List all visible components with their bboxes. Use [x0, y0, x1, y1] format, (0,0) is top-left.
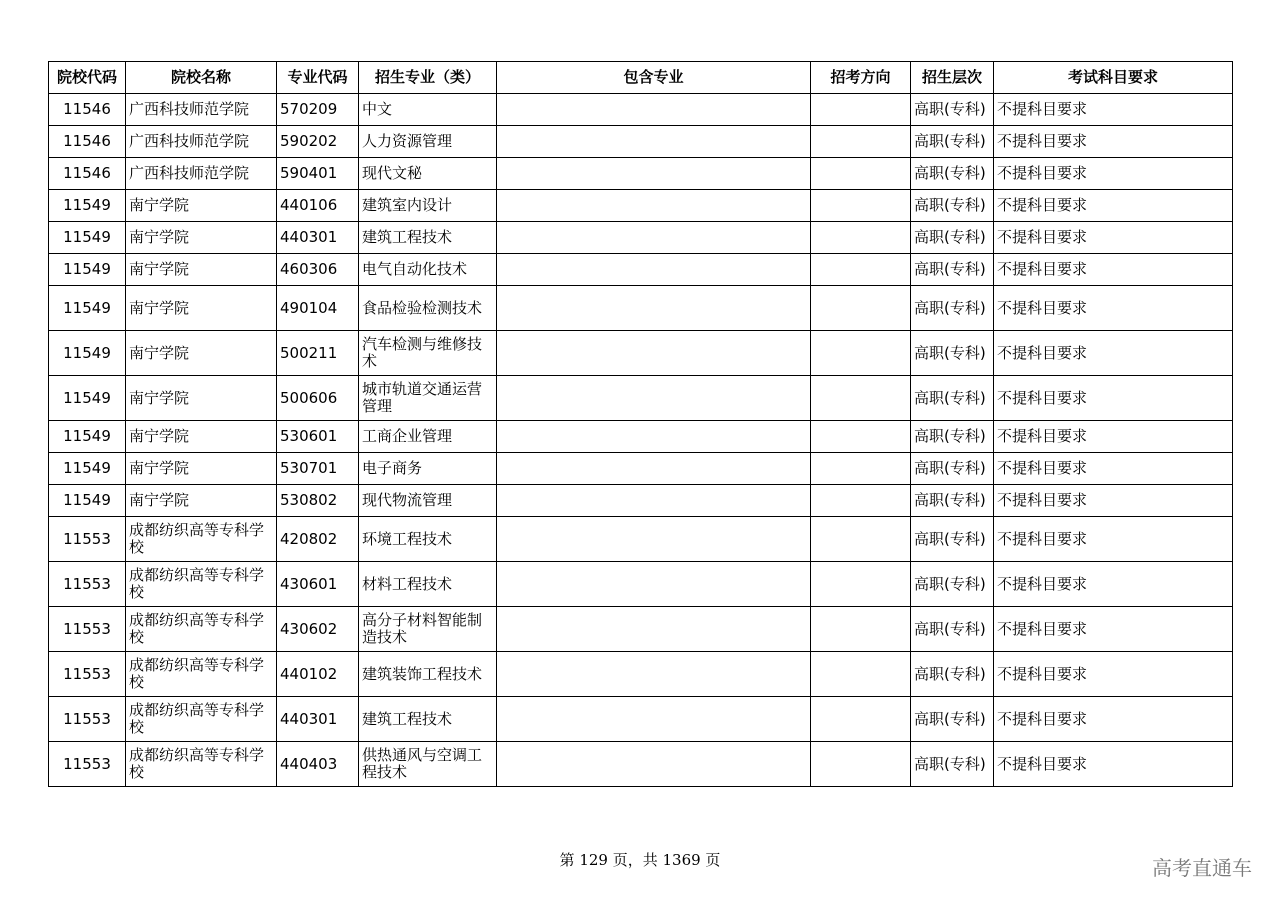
cell-subject-requirement: 不提科目要求: [994, 607, 1233, 652]
cell-level: 高职(专科): [911, 697, 994, 742]
cell-direction: [811, 158, 911, 190]
cell-major-code: 570209: [277, 94, 359, 126]
cell-school-code: 11549: [49, 286, 126, 331]
cell-major-code: 590401: [277, 158, 359, 190]
cell-direction: [811, 485, 911, 517]
cell-level: 高职(专科): [911, 376, 994, 421]
table-row: [49, 485, 1233, 517]
table-row: [49, 562, 1233, 607]
cell-school-name: 成都纺织高等专科学校: [126, 652, 277, 697]
cell-subject-requirement: 不提科目要求: [994, 254, 1233, 286]
cell-school-code: 11549: [49, 222, 126, 254]
cell-subject-requirement: 不提科目要求: [994, 742, 1233, 787]
table-row: [49, 190, 1233, 222]
cell-major: 电子商务: [359, 453, 497, 485]
cell-included-majors: [497, 562, 811, 607]
cell-school-code: 11546: [49, 158, 126, 190]
cell-major: 建筑工程技术: [359, 697, 497, 742]
table-row: [49, 331, 1233, 376]
cell-level: 高职(专科): [911, 254, 994, 286]
cell-school-code: 11546: [49, 126, 126, 158]
cell-direction: [811, 562, 911, 607]
cell-major: 材料工程技术: [359, 562, 497, 607]
cell-included-majors: [497, 190, 811, 222]
table-row: [49, 94, 1233, 126]
table-row: [49, 652, 1233, 697]
cell-subject-requirement: 不提科目要求: [994, 286, 1233, 331]
cell-level: 高职(专科): [911, 652, 994, 697]
cell-major: 建筑工程技术: [359, 222, 497, 254]
cell-level: 高职(专科): [911, 94, 994, 126]
header-major: 招生专业（类）: [359, 62, 497, 94]
table-row: [49, 607, 1233, 652]
cell-direction: [811, 607, 911, 652]
cell-school-code: 11553: [49, 742, 126, 787]
cell-subject-requirement: 不提科目要求: [994, 376, 1233, 421]
table-row: [49, 126, 1233, 158]
cell-subject-requirement: 不提科目要求: [994, 222, 1233, 254]
cell-included-majors: [497, 421, 811, 453]
cell-major: 现代文秘: [359, 158, 497, 190]
cell-subject-requirement: 不提科目要求: [994, 562, 1233, 607]
cell-school-name: 广西科技师范学院: [126, 94, 277, 126]
cell-direction: [811, 652, 911, 697]
cell-included-majors: [497, 94, 811, 126]
cell-major: 食品检验检测技术: [359, 286, 497, 331]
cell-subject-requirement: 不提科目要求: [994, 652, 1233, 697]
cell-school-code: 11549: [49, 485, 126, 517]
cell-school-code: 11549: [49, 421, 126, 453]
cell-subject-requirement: 不提科目要求: [994, 517, 1233, 562]
cell-included-majors: [497, 158, 811, 190]
cell-major-code: 530601: [277, 421, 359, 453]
cell-school-name: 广西科技师范学院: [126, 126, 277, 158]
cell-included-majors: [497, 517, 811, 562]
cell-school-name: 南宁学院: [126, 190, 277, 222]
cell-included-majors: [497, 222, 811, 254]
cell-direction: [811, 697, 911, 742]
cell-level: 高职(专科): [911, 158, 994, 190]
cell-school-name: 成都纺织高等专科学校: [126, 697, 277, 742]
cell-school-name: 南宁学院: [126, 453, 277, 485]
cell-school-name: 南宁学院: [126, 485, 277, 517]
cell-major-code: 440301: [277, 697, 359, 742]
cell-major: 城市轨道交通运营管理: [359, 376, 497, 421]
cell-school-name: 南宁学院: [126, 331, 277, 376]
cell-subject-requirement: 不提科目要求: [994, 485, 1233, 517]
cell-major-code: 430602: [277, 607, 359, 652]
cell-major-code: 490104: [277, 286, 359, 331]
watermark-logo: 高考直通车: [1152, 856, 1252, 880]
cell-level: 高职(专科): [911, 562, 994, 607]
admissions-table: [48, 61, 1233, 787]
cell-direction: [811, 222, 911, 254]
cell-direction: [811, 286, 911, 331]
cell-major-code: 500606: [277, 376, 359, 421]
cell-school-name: 南宁学院: [126, 421, 277, 453]
cell-included-majors: [497, 286, 811, 331]
header-school-name: 院校名称: [126, 62, 277, 94]
cell-major: 环境工程技术: [359, 517, 497, 562]
cell-direction: [811, 331, 911, 376]
cell-school-name: 南宁学院: [126, 222, 277, 254]
cell-direction: [811, 254, 911, 286]
cell-major: 建筑室内设计: [359, 190, 497, 222]
cell-school-name: 广西科技师范学院: [126, 158, 277, 190]
cell-major: 建筑装饰工程技术: [359, 652, 497, 697]
cell-subject-requirement: 不提科目要求: [994, 421, 1233, 453]
table-row: [49, 742, 1233, 787]
cell-school-code: 11553: [49, 652, 126, 697]
cell-school-code: 11549: [49, 254, 126, 286]
cell-included-majors: [497, 376, 811, 421]
cell-included-majors: [497, 126, 811, 158]
cell-direction: [811, 190, 911, 222]
cell-subject-requirement: 不提科目要求: [994, 126, 1233, 158]
cell-level: 高职(专科): [911, 222, 994, 254]
header-school-code: 院校代码: [49, 62, 126, 94]
table-row: [49, 453, 1233, 485]
cell-level: 高职(专科): [911, 190, 994, 222]
cell-major: 高分子材料智能制造技术: [359, 607, 497, 652]
cell-direction: [811, 517, 911, 562]
cell-subject-requirement: 不提科目要求: [994, 697, 1233, 742]
cell-major: 现代物流管理: [359, 485, 497, 517]
cell-school-code: 11553: [49, 697, 126, 742]
cell-direction: [811, 742, 911, 787]
table-row: [49, 376, 1233, 421]
cell-subject-requirement: 不提科目要求: [994, 190, 1233, 222]
cell-included-majors: [497, 254, 811, 286]
table-row: [49, 222, 1233, 254]
table-row: [49, 286, 1233, 331]
cell-included-majors: [497, 742, 811, 787]
cell-included-majors: [497, 453, 811, 485]
cell-subject-requirement: 不提科目要求: [994, 331, 1233, 376]
cell-school-code: 11553: [49, 517, 126, 562]
cell-level: 高职(专科): [911, 453, 994, 485]
cell-major-code: 530701: [277, 453, 359, 485]
cell-school-code: 11549: [49, 376, 126, 421]
cell-major-code: 590202: [277, 126, 359, 158]
cell-school-code: 11549: [49, 190, 126, 222]
cell-major-code: 530802: [277, 485, 359, 517]
cell-direction: [811, 453, 911, 485]
cell-major-code: 420802: [277, 517, 359, 562]
cell-school-code: 11553: [49, 607, 126, 652]
cell-school-name: 南宁学院: [126, 254, 277, 286]
cell-major-code: 430601: [277, 562, 359, 607]
cell-level: 高职(专科): [911, 331, 994, 376]
cell-level: 高职(专科): [911, 286, 994, 331]
cell-included-majors: [497, 697, 811, 742]
table-row: [49, 517, 1233, 562]
cell-major-code: 440403: [277, 742, 359, 787]
header-included-majors: 包含专业: [497, 62, 811, 94]
table-row: [49, 254, 1233, 286]
cell-school-name: 南宁学院: [126, 286, 277, 331]
cell-major-code: 460306: [277, 254, 359, 286]
header-level: 招生层次: [911, 62, 994, 94]
cell-school-code: 11549: [49, 331, 126, 376]
cell-school-code: 11553: [49, 562, 126, 607]
cell-school-name: 成都纺织高等专科学校: [126, 562, 277, 607]
cell-major: 人力资源管理: [359, 126, 497, 158]
cell-included-majors: [497, 331, 811, 376]
cell-direction: [811, 421, 911, 453]
cell-major-code: 440102: [277, 652, 359, 697]
cell-major: 电气自动化技术: [359, 254, 497, 286]
cell-school-name: 成都纺织高等专科学校: [126, 742, 277, 787]
table-row: [49, 158, 1233, 190]
table-body: [49, 94, 1233, 787]
cell-level: 高职(专科): [911, 485, 994, 517]
cell-major: 工商企业管理: [359, 421, 497, 453]
cell-level: 高职(专科): [911, 517, 994, 562]
cell-subject-requirement: 不提科目要求: [994, 453, 1233, 485]
cell-subject-requirement: 不提科目要求: [994, 94, 1233, 126]
cell-level: 高职(专科): [911, 742, 994, 787]
cell-school-code: 11549: [49, 453, 126, 485]
cell-direction: [811, 94, 911, 126]
cell-level: 高职(专科): [911, 607, 994, 652]
cell-level: 高职(专科): [911, 421, 994, 453]
cell-level: 高职(专科): [911, 126, 994, 158]
header-subject-requirement: 考试科目要求: [994, 62, 1233, 94]
page-number: 第 129 页，共 1369 页: [559, 851, 721, 869]
cell-major-code: 440106: [277, 190, 359, 222]
cell-major-code: 440301: [277, 222, 359, 254]
cell-school-name: 南宁学院: [126, 376, 277, 421]
header-row: [49, 62, 1233, 94]
cell-included-majors: [497, 607, 811, 652]
header-major-code: 专业代码: [277, 62, 359, 94]
cell-school-code: 11546: [49, 94, 126, 126]
cell-major: 中文: [359, 94, 497, 126]
cell-major-code: 500211: [277, 331, 359, 376]
cell-major: 汽车检测与维修技术: [359, 331, 497, 376]
table-row: [49, 697, 1233, 742]
table-row: [49, 421, 1233, 453]
cell-direction: [811, 376, 911, 421]
cell-direction: [811, 126, 911, 158]
cell-included-majors: [497, 485, 811, 517]
cell-major: 供热通风与空调工程技术: [359, 742, 497, 787]
cell-school-name: 成都纺织高等专科学校: [126, 517, 277, 562]
cell-included-majors: [497, 652, 811, 697]
header-direction: 招考方向: [811, 62, 911, 94]
cell-subject-requirement: 不提科目要求: [994, 158, 1233, 190]
cell-school-name: 成都纺织高等专科学校: [126, 607, 277, 652]
